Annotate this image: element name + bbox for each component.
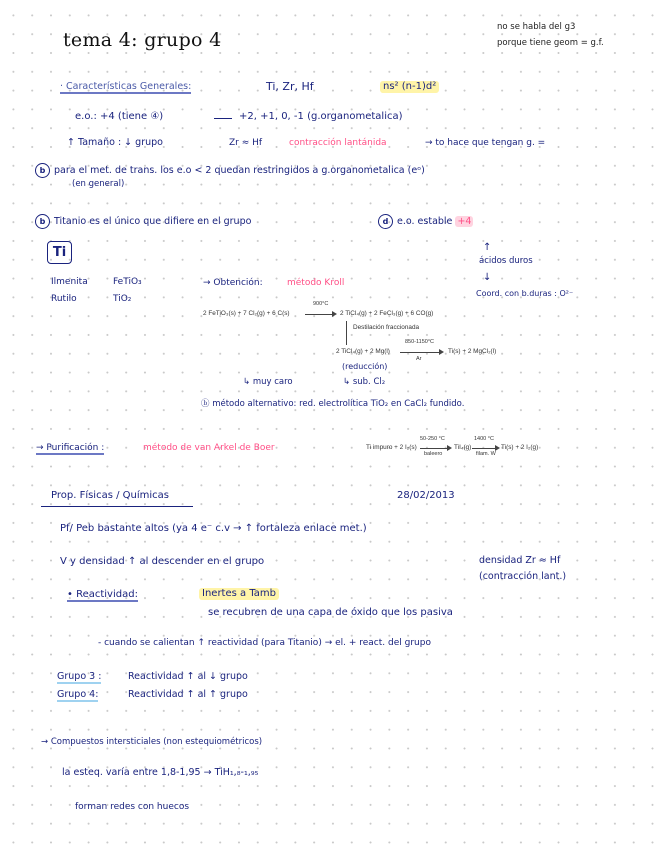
reaction-1-reactants: 2 FeTiO₃(s) + 7 Cl₂(g) + 6 C(s)	[203, 310, 290, 317]
reaction-2-condition-1: 850-1150°C	[405, 339, 435, 345]
arrow-line	[214, 118, 232, 119]
oxidation-states-right: +2, +1, 0, -1 (g.organometalica)	[239, 111, 403, 122]
circled-number-b2: b	[35, 214, 50, 229]
titanium-differs: b Titanio es el único que difiere en el grupo	[35, 214, 251, 229]
general-heading: · Características Generales:	[60, 81, 192, 92]
reaction-2-arrowhead	[439, 349, 444, 355]
volume-density: V y densidad ↑ al descender en el grupo	[60, 556, 265, 567]
transition-metals-note: b para el met. de trans. los e.o < 2 quedan restringidos a g.organometalica (eᵒ)	[35, 163, 425, 178]
group-4-label: Grupo 4:	[57, 689, 99, 700]
reaction-1-products: 2 TiCl₄(g) + 2 FeCl₃(g) + 6 CO(g)	[340, 310, 434, 317]
melting-boiling-points: Pf/ Peb bastante altos (ya 4 e⁻ c.v → ↑ fortaleza enlace met.)	[60, 523, 367, 534]
purification-intermediate: TiI₄(g)	[454, 444, 472, 451]
header-note-2: porque tiene geom = g.f.	[497, 38, 604, 48]
lattice-holes: forman redes con huecos	[75, 802, 190, 812]
coordination-note: Coord. con b.duras : O²⁻	[476, 289, 574, 298]
purification-arrow-2	[472, 448, 496, 449]
header-note-1: no se habla del g3	[497, 22, 576, 32]
cl2-note: ↳ sub. Cl₂	[343, 377, 386, 387]
interstitial-compounds: → Compuestos intersticiales (non estequiométricos)	[41, 737, 263, 747]
purification-label: → Purificación :	[36, 443, 105, 453]
obtain-method: método Kroll	[287, 278, 345, 288]
reactivity-inert: Inertes a Tamb	[199, 588, 279, 600]
reaction-1-arrow	[305, 314, 333, 315]
properties-heading-underline	[41, 506, 193, 507]
passivation-note: se recubren de una capa de óxido que los pasiva	[208, 607, 453, 618]
mineral-ilmenita: Ilmenita	[51, 277, 88, 287]
oxidation-states: e.o.: +4 (tiene ④)	[75, 111, 164, 122]
circled-number-b: b	[35, 163, 50, 178]
reaction-2-reactants: 2 TiCl₄(g) + 2 Mg(l)	[336, 348, 390, 355]
size-trend-right: → to hace que tengan g. =	[425, 138, 546, 148]
purification-cond-2b: filam. W	[476, 451, 496, 457]
alternative-method: ⓑ método alternativo: red. electrolítica TiO₂ en CaCl₂ fundido.	[201, 399, 465, 409]
purification-arrow-1	[420, 448, 448, 449]
reduction-note: (reducción)	[342, 362, 388, 371]
acids-arrow-up: ↑	[483, 242, 492, 253]
electron-config: ns² (n-1)d²	[380, 81, 439, 93]
purification-reactants: Ti impuro + 2 I₂(s)	[366, 444, 417, 451]
density-zr-hf: densidad Zr ≈ Hf	[479, 555, 561, 566]
purification-cond-1b: baleero	[424, 451, 443, 457]
group-3-reactivity: Reactividad ↑ al ↓ grupo	[128, 671, 248, 682]
zr-hf: Zr ≈ Hf	[229, 138, 263, 148]
purification-products: Ti(s) + 2 I₂(g)	[501, 444, 539, 451]
stoichiometry-range: la esteq. varía entre 1,8-1,95 → TiH₁,₈-₁,₉₅	[62, 767, 259, 778]
mineral-rutilo: Rutilo	[51, 294, 77, 304]
reaction-1-arrowhead	[332, 311, 337, 317]
distillation-arrow	[346, 321, 347, 345]
reaction-2-condition-2: Ar	[416, 356, 422, 362]
reaction-1-condition: 900°C	[313, 301, 329, 307]
mineral-ilmenita-formula: FeTiO₃	[113, 277, 142, 287]
purification-cond-1: 50-250 °C	[420, 436, 445, 442]
size-trend: ↑ Tamaño : ↓ grupo	[67, 137, 163, 148]
group-4-reactivity: Reactividad ↑ al ↑ grupo	[128, 689, 248, 700]
circled-number-d: d	[378, 214, 393, 229]
purification-cond-2: 1400 °C	[474, 436, 494, 442]
lanthanide-contraction-note: (contracción lant.)	[479, 571, 567, 582]
lanthanide-contraction: contracción lantánida	[289, 138, 387, 148]
distillation-label: Destilación fraccionada	[353, 324, 420, 331]
properties-date: 28/02/2013	[397, 490, 455, 501]
properties-heading: Prop. Físicas / Químicas	[51, 490, 169, 501]
titanium-symbol-box: Ti	[47, 241, 72, 264]
reactivity-label: • Reactividad:	[67, 589, 138, 600]
acids-label: ácidos duros	[479, 256, 533, 266]
group-3-label: Grupo 3 :	[57, 671, 102, 682]
purification-method: método de van Arkel de Boer	[143, 443, 275, 453]
obtain-label: → Obtención:	[203, 278, 263, 288]
reaction-2-arrow	[400, 352, 440, 353]
in-general: (en general)	[72, 179, 125, 189]
acids-arrow-down: ↓	[483, 272, 492, 283]
mineral-rutilo-formula: TiO₂	[113, 294, 132, 304]
page-title: tema 4: grupo 4	[63, 29, 222, 51]
purification-arrowhead-1	[447, 445, 452, 451]
elements-label: Ti, Zr, Hf	[266, 80, 314, 93]
reaction-2-products: Ti(s) + 2 MgCl₂(l)	[448, 348, 497, 355]
stable-oxidation: d e.o. estable +4	[378, 214, 473, 229]
heating-reactivity: - cuando se calientan ↑ reactividad (para Titanio) → el. + react. del grupo	[98, 638, 431, 648]
expensive-note: ↳ muy caro	[243, 377, 293, 387]
